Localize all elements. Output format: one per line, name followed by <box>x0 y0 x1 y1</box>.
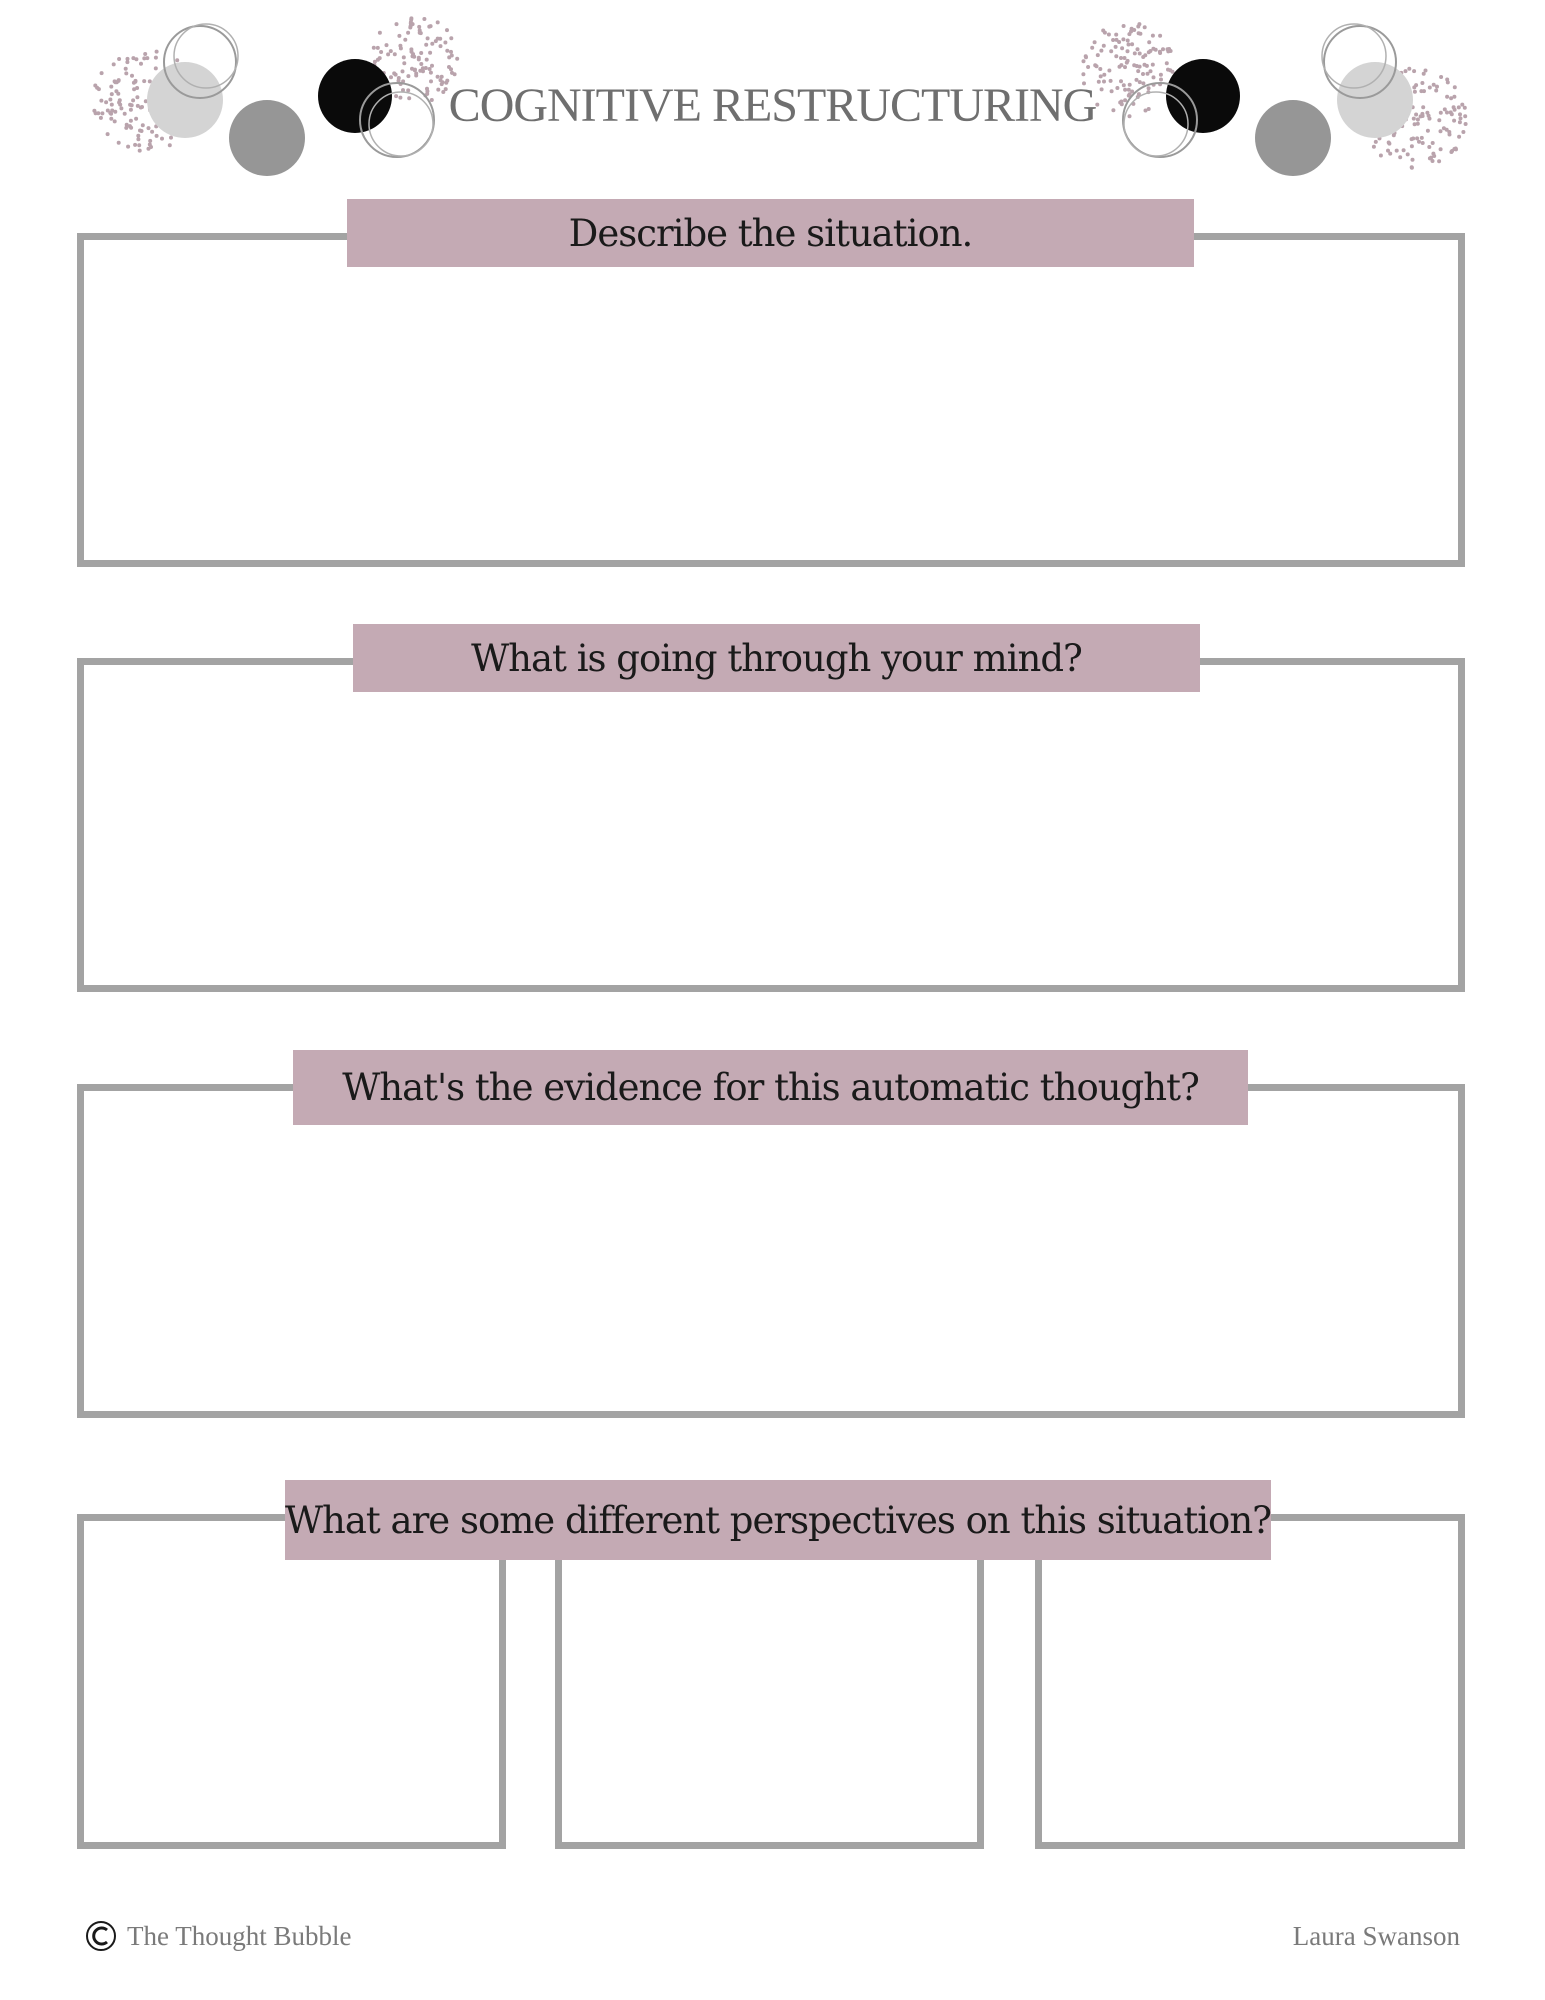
decor-dot <box>1123 56 1127 60</box>
decor-dot <box>1166 47 1170 51</box>
decor-dot <box>395 22 399 26</box>
decor-dot <box>399 46 403 50</box>
decor-dot <box>1372 145 1376 149</box>
decor-dot <box>1151 34 1155 38</box>
decor-dot <box>421 69 425 73</box>
decor-dot <box>1165 61 1169 65</box>
decor-dot <box>148 143 152 147</box>
decor-dot <box>1147 40 1151 44</box>
decor-dot <box>436 20 440 24</box>
thoughts-prompt: What is going through your mind? <box>353 624 1200 692</box>
decor-dot <box>413 68 417 72</box>
decor-dot <box>100 71 104 75</box>
decor-dot <box>1115 38 1119 42</box>
perspective-box-2[interactable] <box>555 1514 984 1849</box>
decor-dot <box>1158 51 1162 55</box>
decor-dot <box>1395 149 1399 153</box>
decor-dot <box>408 26 412 30</box>
evidence-prompt: What's the evidence for this automatic thought? <box>293 1050 1248 1125</box>
decor-dot <box>1410 166 1414 170</box>
decor-dot <box>168 143 172 147</box>
decor-dot <box>385 43 389 47</box>
c-circle-icon <box>85 1920 117 1952</box>
decor-dot <box>386 52 390 56</box>
decor-dot <box>1420 136 1424 140</box>
decor-dot <box>126 145 130 149</box>
decor-dot <box>136 134 140 138</box>
decor-dot <box>169 136 173 140</box>
decor-dot <box>428 67 432 71</box>
decor-dot <box>136 137 140 141</box>
decor-dot <box>1136 47 1140 51</box>
decor-dot <box>402 55 406 59</box>
decor-dot <box>1102 73 1106 77</box>
decor-dot <box>1412 69 1416 73</box>
decor-dot <box>1102 44 1106 48</box>
evidence-box[interactable] <box>77 1084 1465 1418</box>
decor-dot <box>1119 56 1123 60</box>
decor-dot <box>425 58 429 62</box>
decor-dot <box>449 36 453 40</box>
decor-dot <box>427 25 431 29</box>
decor-dot <box>417 25 421 29</box>
decor-dot <box>379 50 383 54</box>
decor-dot <box>1093 40 1097 44</box>
decor-dot <box>1130 27 1134 31</box>
decor-dot <box>378 31 382 35</box>
decor-dot <box>1450 149 1454 153</box>
decor-dot <box>1158 34 1162 38</box>
decor-dot <box>1082 59 1086 63</box>
decor-dot <box>406 31 410 35</box>
decor-dot <box>1374 140 1378 144</box>
decor-dot <box>1121 37 1125 41</box>
decor-dot <box>419 31 423 35</box>
decor-dot <box>112 62 116 66</box>
decor-dot <box>1407 67 1411 71</box>
decor-dot <box>1154 48 1158 52</box>
decor-dot <box>154 66 158 70</box>
decor-dot <box>155 134 159 138</box>
decor-dot <box>426 36 430 40</box>
decor-dot <box>1120 46 1124 50</box>
decor-dot <box>137 143 141 147</box>
decor-dot <box>1138 52 1142 56</box>
decor-dot <box>389 49 393 53</box>
decor-dot <box>1095 64 1099 68</box>
decor-dot <box>430 42 434 46</box>
perspective-box-3[interactable] <box>1035 1514 1465 1849</box>
decor-dot <box>1138 32 1142 36</box>
decor-dot <box>372 46 376 50</box>
perspective-box-1[interactable] <box>77 1514 506 1849</box>
decor-dot <box>138 149 142 153</box>
decor-dot <box>155 50 159 54</box>
decor-dot <box>376 58 380 62</box>
decor-dot <box>429 71 433 75</box>
decor-dot <box>450 54 454 58</box>
situation-box[interactable] <box>77 233 1465 567</box>
decor-dot <box>1122 24 1126 28</box>
decor-dot <box>1137 22 1141 26</box>
decor-dot <box>449 50 453 54</box>
decor-dot <box>1118 65 1122 69</box>
decor-dot <box>1114 45 1118 49</box>
decor-dot <box>1161 47 1165 51</box>
decor-dot <box>1457 135 1461 139</box>
decor-dot <box>393 52 397 56</box>
decor-dot <box>1145 64 1149 68</box>
decor-dot <box>1151 63 1155 67</box>
decor-dot <box>1410 144 1414 148</box>
decor-dot <box>124 67 128 71</box>
decor-dot <box>1107 33 1111 37</box>
decor-dot <box>160 137 164 141</box>
decor-dot <box>1109 49 1113 53</box>
decor-dot <box>1127 32 1131 36</box>
decor-dot <box>1427 145 1431 149</box>
page-title: COGNITIVE RESTRUCTURING <box>448 79 1097 132</box>
decor-dot <box>1141 72 1145 76</box>
decor-dot <box>133 143 137 147</box>
decor-dot <box>1149 69 1153 73</box>
decor-dot <box>409 16 413 20</box>
decor-dot <box>1143 53 1147 57</box>
decor-dot <box>117 141 121 145</box>
decor-dot <box>1387 142 1391 146</box>
decor-dot <box>1096 53 1100 57</box>
decor-dot <box>403 38 407 42</box>
decor-dot <box>397 34 401 38</box>
decor-dot <box>1107 69 1111 73</box>
decor-dot <box>1402 148 1406 152</box>
decor-dot <box>175 58 179 62</box>
decor-dot <box>1428 156 1432 160</box>
decor-dot <box>453 72 457 76</box>
decor-dot <box>1126 59 1130 63</box>
decor-dot <box>1099 49 1103 53</box>
decor-dot <box>1404 69 1408 73</box>
decor-dot <box>445 28 449 32</box>
decor-dot <box>1411 158 1415 162</box>
decor-dot <box>402 61 406 65</box>
decor-dot <box>1127 43 1131 47</box>
decor-dot <box>1126 49 1130 53</box>
decor-dot <box>1090 46 1094 50</box>
decor-dot <box>1143 25 1147 29</box>
decor-dot <box>417 56 421 60</box>
decor-dot <box>1439 147 1443 151</box>
decor-dot <box>143 52 147 56</box>
decor-dot <box>1133 51 1137 55</box>
decor-dot <box>434 39 438 43</box>
decor-dot <box>142 56 146 60</box>
decor-dot <box>414 74 418 78</box>
decor-dot <box>401 69 405 73</box>
author-name: Laura Swanson <box>1292 1921 1460 1951</box>
decor-dot <box>439 44 443 48</box>
decor-dot <box>1138 65 1142 69</box>
decor-dot <box>1406 152 1410 156</box>
decor-dot <box>1421 141 1425 145</box>
decor-dot <box>1081 72 1085 76</box>
decor-dot <box>447 65 451 69</box>
decor-dot <box>410 50 414 54</box>
decor-dot <box>1136 69 1140 73</box>
decor-dot <box>455 57 459 61</box>
decor-dot <box>1411 137 1415 141</box>
decor-dot <box>422 17 426 21</box>
decor-dot <box>154 56 158 60</box>
situation-prompt: Describe the situation. <box>347 199 1194 267</box>
perspectives-prompt: What are some different perspectives on this situation? <box>285 1480 1271 1560</box>
decor-dot <box>430 64 434 68</box>
decor-dot <box>1379 154 1383 158</box>
decor-dot <box>1159 73 1163 77</box>
decor-dot <box>1086 65 1090 69</box>
decor-dot <box>139 62 143 66</box>
decor-dot <box>428 51 432 55</box>
decor-dot <box>424 43 428 47</box>
decor-dot <box>419 51 423 55</box>
decor-dot <box>134 57 138 61</box>
decor-dot <box>1388 152 1392 156</box>
decor-dot <box>1431 141 1435 145</box>
decor-dot <box>117 57 121 61</box>
decor-dot <box>443 41 447 45</box>
decor-dot <box>1454 147 1458 151</box>
decor-dot <box>376 46 380 50</box>
decor-dot <box>1130 42 1134 46</box>
decor-dot <box>1123 65 1127 69</box>
brand-name: The Thought Bubble <box>127 1921 352 1951</box>
decor-dot <box>1415 136 1419 140</box>
decor-dot <box>1114 33 1118 37</box>
decor-dot <box>1398 155 1402 159</box>
decor-dot <box>1126 39 1130 43</box>
decor-dot <box>148 139 152 143</box>
decor-dot <box>1432 154 1436 158</box>
decor-dot <box>445 49 449 53</box>
decor-dot <box>1132 63 1136 67</box>
footer-brand <box>85 1920 351 1952</box>
decor-dot <box>1084 54 1088 58</box>
decor-dot <box>126 57 130 61</box>
decor-dot <box>1101 29 1105 33</box>
decor-dot <box>1424 69 1428 73</box>
thoughts-box[interactable] <box>77 658 1465 992</box>
decor-dot <box>1171 70 1175 74</box>
decor-dot <box>1437 159 1441 163</box>
decor-dot <box>1114 54 1118 58</box>
decor-dot <box>124 71 128 75</box>
decor-dot <box>1098 67 1102 71</box>
decor-dot <box>419 62 423 66</box>
decor-dot <box>1111 38 1115 42</box>
decor-dot <box>394 73 398 77</box>
